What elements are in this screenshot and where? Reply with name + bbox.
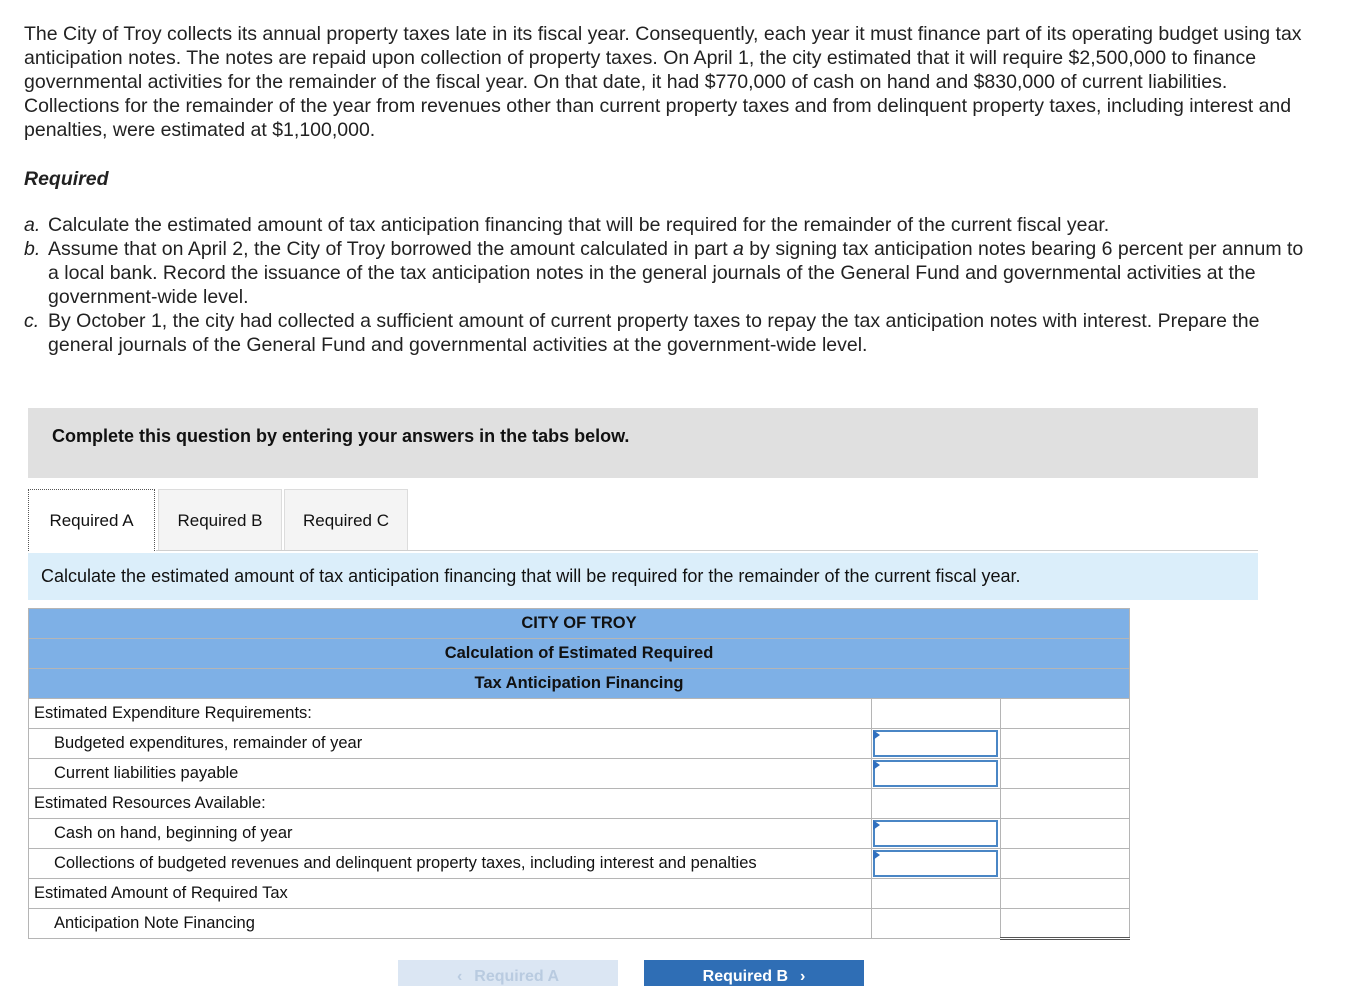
header-financing: Tax Anticipation Financing <box>29 669 1130 699</box>
part-c-label: c. <box>24 310 40 332</box>
empty-cell <box>1001 879 1130 909</box>
table-header-row <box>29 609 1130 639</box>
empty-cell <box>1001 849 1130 879</box>
part-b-italic: a <box>733 238 744 260</box>
row-label: Estimated Amount of Required Tax <box>29 879 872 909</box>
cash-cell <box>872 819 1001 849</box>
row-label: Current liabilities payable <box>29 759 872 789</box>
row-label: Estimated Expenditure Requirements: <box>29 699 872 729</box>
tab-required-b[interactable]: Required B <box>158 489 282 551</box>
instruction-text: Calculate the estimated amount of tax anticipation financing that will be required for the remainder of the current fiscal year. <box>41 566 1021 586</box>
empty-cell <box>872 699 1001 729</box>
part-a-text: Calculate the estimated amount of tax anticipation financing that will be required for the remainder of the current fiscal year. <box>48 214 1110 236</box>
part-b-text-before: Assume that on April 2, the City of Troy borrowed the amount calculated in part <box>48 238 734 260</box>
budgeted-expenditures-input[interactable] <box>873 730 998 757</box>
cash-on-hand-input[interactable] <box>873 820 998 847</box>
empty-cell <box>1001 819 1130 849</box>
previous-button[interactable] <box>398 960 618 986</box>
input-marker-icon <box>873 850 880 860</box>
next-button-label: Required B <box>702 968 788 985</box>
problem-intro: The City of Troy collects its annual property taxes late in its fiscal year. Consequently, each year it must finance part of its operating budget using tax anticipation notes. The notes are repaid upon collection of property taxes. On April 1, the city estimated that it will require $2,500,000 to finance governmental activities for the remainder of the fiscal year. On that date, it had $770,000 of cash on hand and $830,000 of current liabilities. Collections for the remainder of the year from revenues other than current property taxes and from delinquent property taxes, including interest and penalties, were estimated at $1,100,000. <box>24 23 1302 141</box>
tab-required-a[interactable]: Required A <box>28 489 155 551</box>
total-cell <box>1001 909 1130 939</box>
part-a <box>24 213 1314 237</box>
empty-cell <box>872 909 1001 939</box>
banner-text: Complete this question by entering your answers in the tabs below. <box>52 426 630 446</box>
required-parts <box>24 213 1314 357</box>
tab-divider <box>156 550 1258 551</box>
input-marker-icon <box>873 820 880 830</box>
table-row <box>29 699 1130 729</box>
row-label: Anticipation Note Financing <box>29 909 872 939</box>
table-row <box>29 729 1130 759</box>
financing-calculation-table <box>28 608 1130 940</box>
header-city: CITY OF TROY <box>29 609 1130 639</box>
tab-instruction <box>28 553 1258 600</box>
table-row <box>29 879 1130 909</box>
empty-cell <box>1001 699 1130 729</box>
table-header-row <box>29 669 1130 699</box>
liabilities-cell <box>872 759 1001 789</box>
table-header-row <box>29 639 1130 669</box>
empty-cell <box>1001 729 1130 759</box>
part-b-text-after: by signing tax anticipation notes bearing 6 percent per annum to a local bank. Record the issuance of the tax anticipation notes in the general journals of the General Fund and governmental activities at the government-wide level. <box>48 238 1304 308</box>
collections-input[interactable] <box>873 850 998 877</box>
part-c-text: By October 1, the city had collected a sufficient amount of current property taxes to repay the tax anticipation notes with interest. Prepare the general journals of the General Fund and governmental activities at the government-wide level. <box>48 310 1260 356</box>
empty-cell <box>1001 759 1130 789</box>
tab-required-c[interactable]: Required C <box>284 489 408 551</box>
part-b-label: b. <box>24 238 41 260</box>
chevron-left-icon: ‹ <box>456 968 463 985</box>
header-calculation: Calculation of Estimated Required <box>29 639 1130 669</box>
problem-statement <box>24 22 1314 142</box>
empty-cell <box>872 789 1001 819</box>
row-label: Collections of budgeted revenues and delinquent property taxes, including interest and penalties <box>29 849 872 879</box>
required-heading: Required <box>24 168 109 190</box>
previous-button-label: Required A <box>474 968 560 985</box>
row-label: Cash on hand, beginning of year <box>29 819 872 849</box>
table-row <box>29 789 1130 819</box>
part-c <box>24 309 1314 357</box>
empty-cell <box>872 879 1001 909</box>
input-marker-icon <box>873 730 880 740</box>
next-button[interactable] <box>644 960 864 986</box>
chevron-right-icon: › <box>800 968 806 985</box>
empty-cell <box>1001 789 1130 819</box>
table-row <box>29 849 1130 879</box>
row-label: Estimated Resources Available: <box>29 789 872 819</box>
budgeted-cell <box>872 729 1001 759</box>
input-marker-icon <box>873 760 880 770</box>
part-a-label: a. <box>24 214 41 236</box>
collections-cell <box>872 849 1001 879</box>
table-row <box>29 759 1130 789</box>
part-b <box>24 237 1314 309</box>
table-row <box>29 819 1130 849</box>
table-row <box>29 909 1130 939</box>
instructions-banner <box>28 408 1258 478</box>
row-label: Budgeted expenditures, remainder of year <box>29 729 872 759</box>
current-liabilities-input[interactable] <box>873 760 998 787</box>
